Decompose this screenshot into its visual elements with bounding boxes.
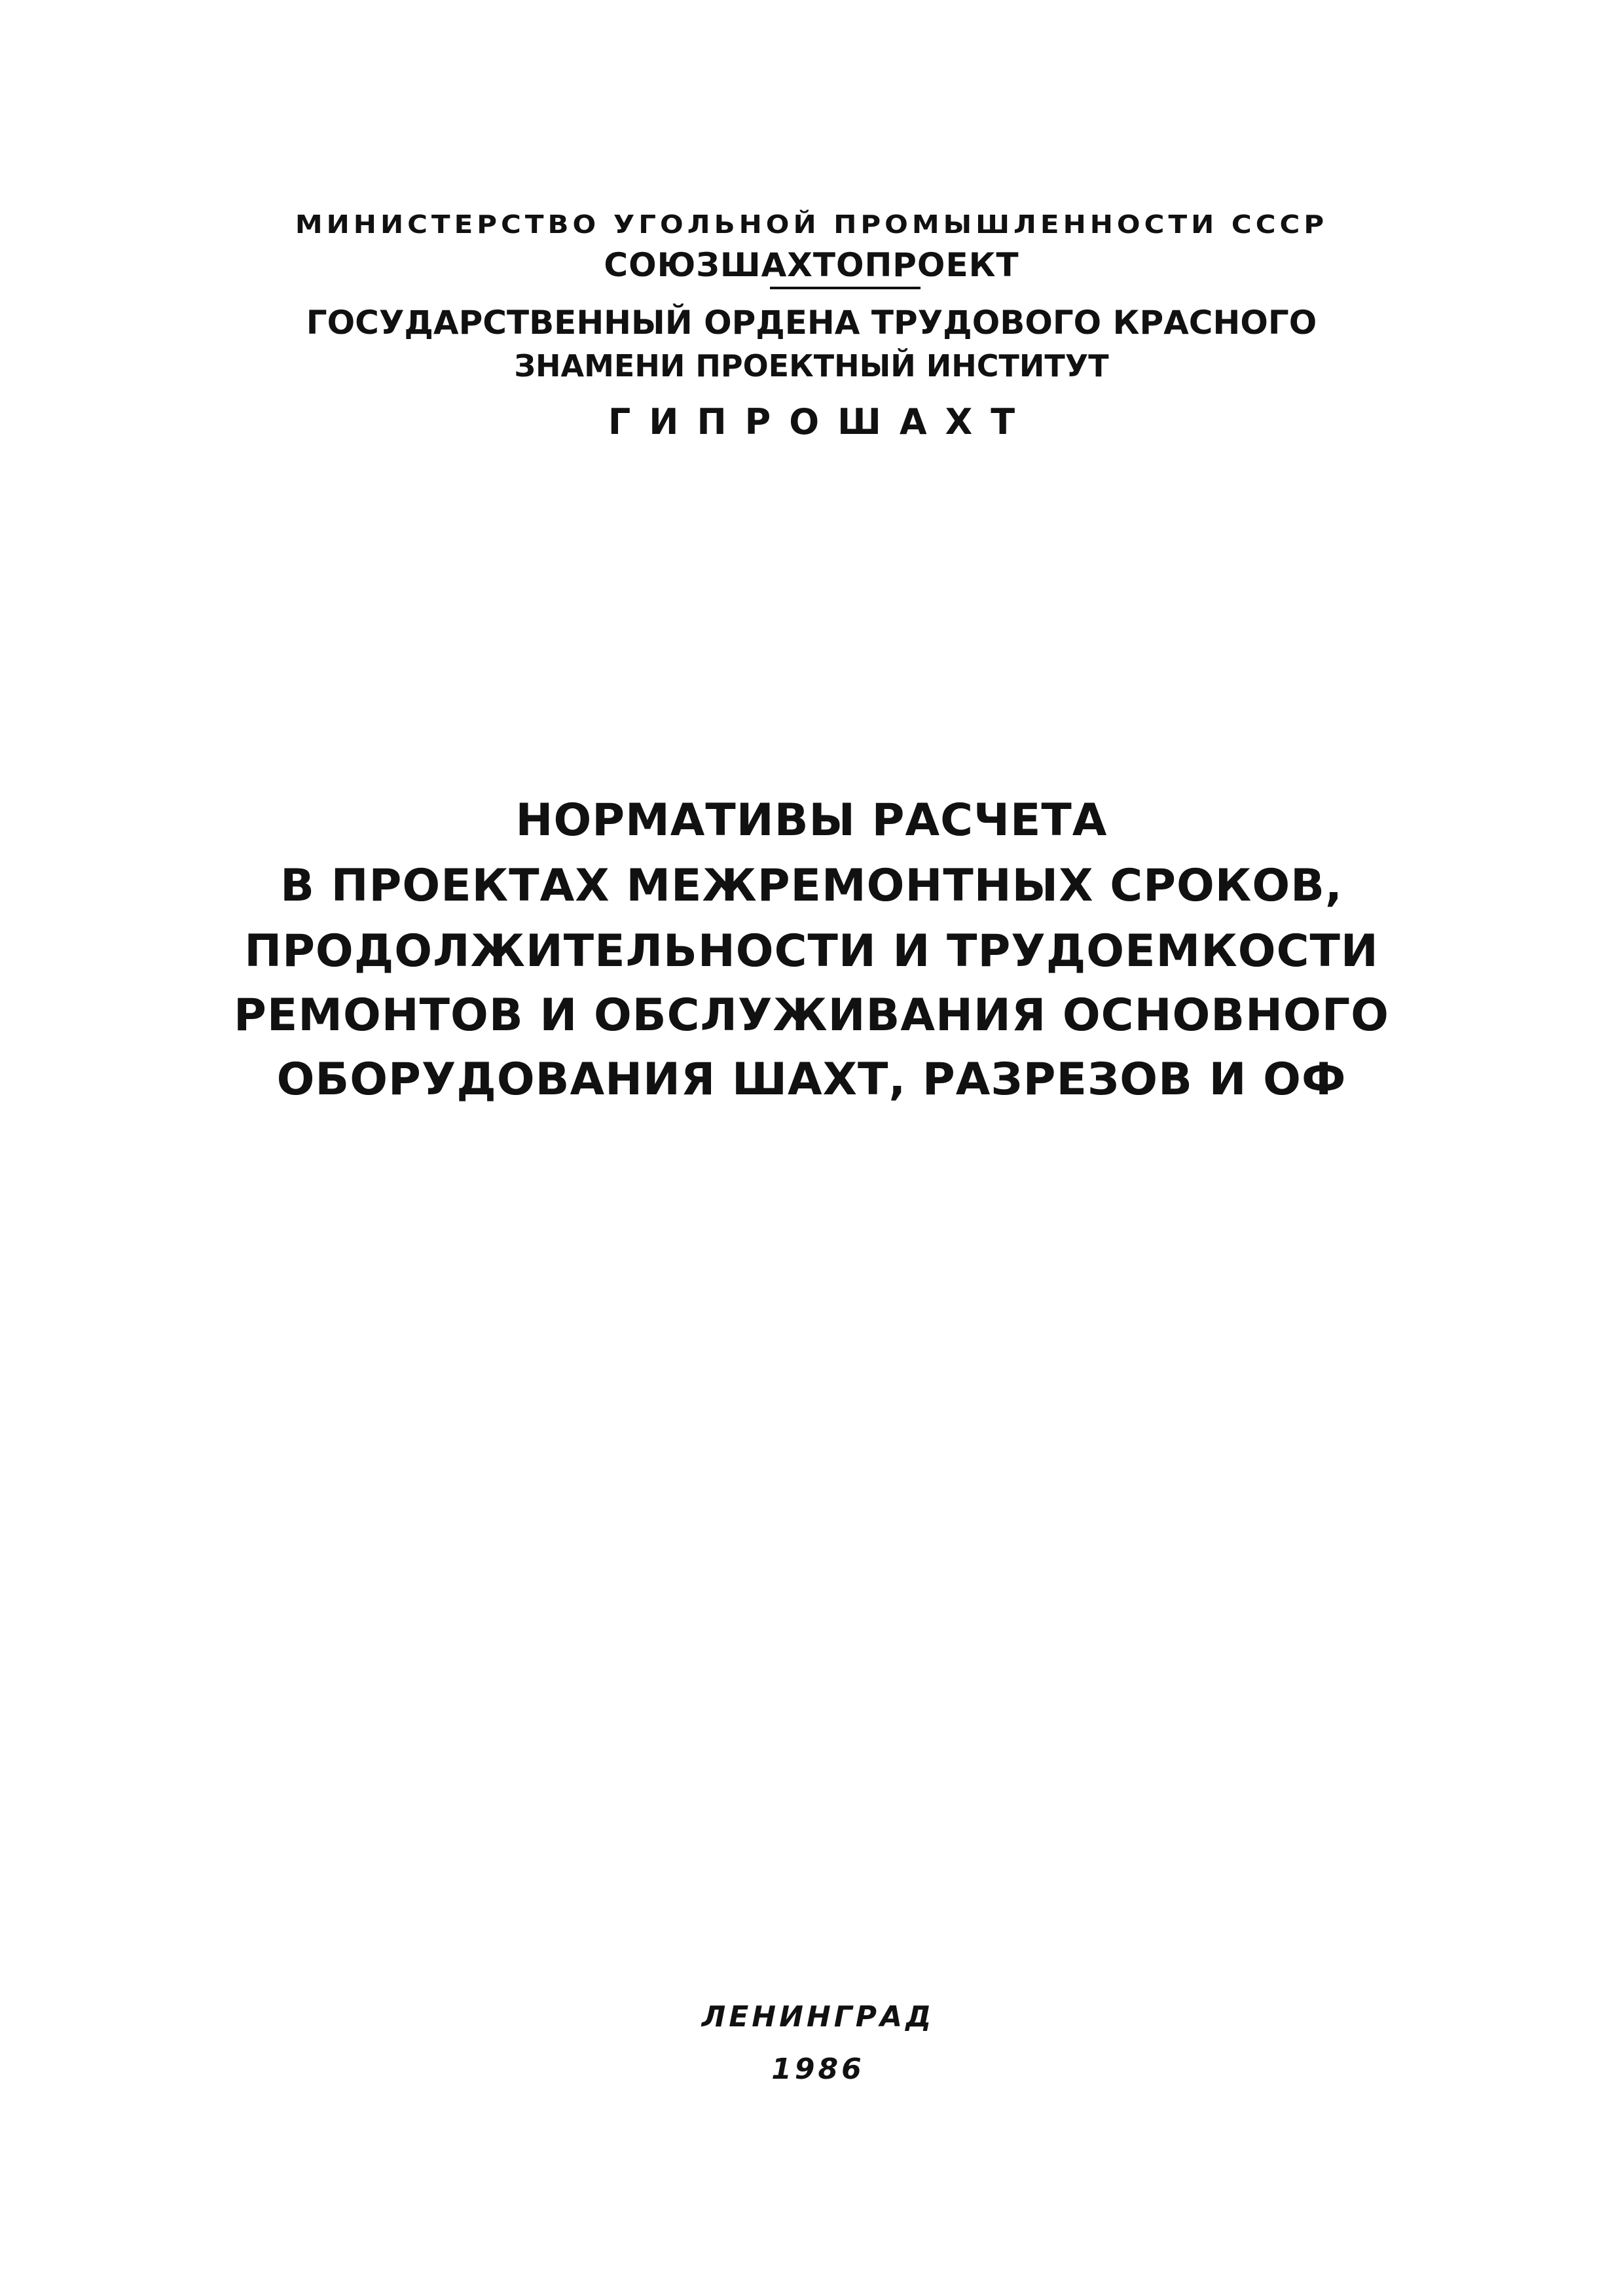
organization-name: СОЮЗШАХТОПРОЕКТ [604, 246, 1019, 284]
document-title-line-1: НОРМАТИВЫ РАСЧЕТА [515, 795, 1108, 846]
publication-city: ЛЕНИНГРАД [701, 2000, 935, 2034]
document-title-line-5: ОБОРУДОВАНИЯ ШАХТ, РАЗРЕЗОВ И ОФ [276, 1054, 1347, 1105]
divider-rule [770, 287, 921, 289]
document-title-line-3: ПРОДОЛЖИТЕЛЬНОСТИ И ТРУДОЕМКОСТИ [244, 925, 1379, 977]
ministry-name: МИНИСТЕРСТВО УГОЛЬНОЙ ПРОМЫШЛЕННОСТИ СССР [295, 209, 1328, 240]
institute-acronym: ГИПРОШАХТ [608, 401, 1034, 442]
document-title-line-2: В ПРОЕКТАХ МЕЖРЕМОНТНЫХ СРОКОВ, [280, 860, 1343, 912]
institute-name-line-1: ГОСУДАРСТВЕННЫЙ ОРДЕНА ТРУДОВОГО КРАСНОГО [306, 304, 1317, 342]
publication-year: 1986 [771, 2053, 865, 2086]
institute-name-line-2: ЗНАМЕНИ ПРОЕКТНЫЙ ИНСТИТУТ [514, 348, 1109, 384]
document-title-line-4: РЕМОНТОВ И ОБСЛУЖИВАНИЯ ОСНОВНОГО [234, 990, 1389, 1041]
